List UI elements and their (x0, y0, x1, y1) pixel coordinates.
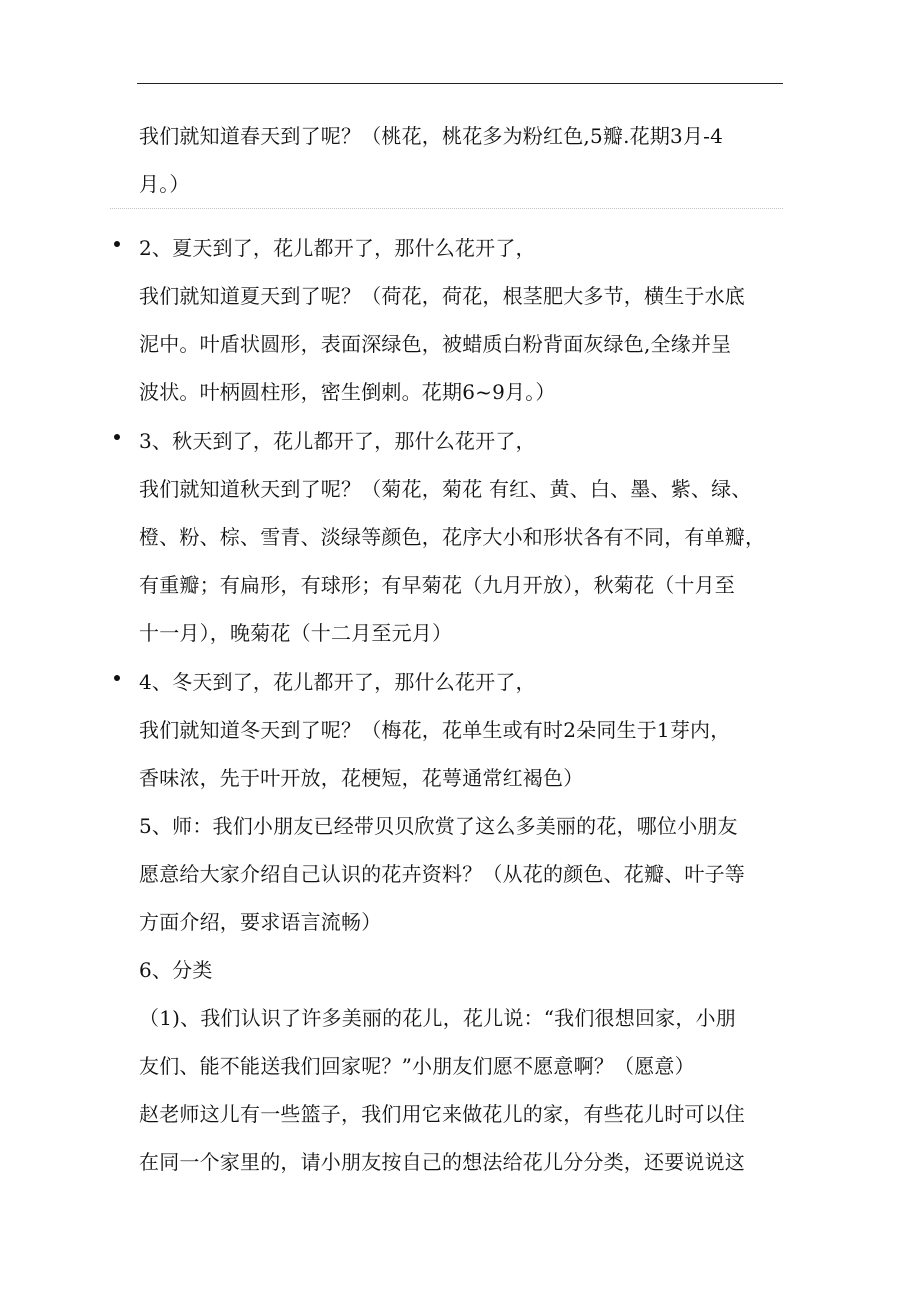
text-line-autumn-question: 3、秋天到了，花儿都开了，那什么花开了， (139, 429, 536, 453)
text-line-spring-answer: 我们就知道春天到了呢？（桃花，桃花多为粉红色,5瓣.花期3月-4 (139, 124, 724, 148)
text-line-autumn-answer-cont: 十一月），晚菊花（十二月至元月） (139, 621, 453, 645)
text-line-step-5: 5、师：我们小朋友已经带贝贝欣赏了这么多美丽的花，哪位小朋友 (139, 814, 738, 838)
text-line-step-6-1-cont: 在同一个家里的，请小朋友按自己的想法给花儿分分类，还要说说这 (139, 1150, 745, 1174)
text-line-summer-question: 2、夏天到了，花儿都开了，那什么花开了， (139, 236, 536, 260)
dotted-separator (110, 208, 783, 209)
bullet-point (114, 434, 120, 440)
text-line-step-5-cont: 愿意给大家介绍自己认识的花卉资料？（从花的颜色、花瓣、叶子等 (139, 862, 745, 886)
top-rule (137, 83, 783, 84)
text-line-autumn-answer-cont: 有重瓣；有扁形，有球形；有早菊花（九月开放），秋菊花（十月至 (139, 573, 735, 597)
text-line-winter-answer: 我们就知道冬天到了呢？（梅花，花单生或有时2朵同生于1芽内， (139, 718, 731, 742)
text-line-step-6-1-cont: 友们、能不能送我们回家呢？”小朋友们愿不愿意啊？（愿意） (139, 1054, 695, 1078)
text-line-summer-answer: 我们就知道夏天到了呢？（荷花，荷花，根茎肥大多节，横生于水底 (139, 284, 745, 308)
text-line-summer-answer-cont: 波状。叶柄圆柱形，密生倒刺。花期6~9月。） (139, 380, 556, 404)
text-line-step-5-cont: 方面介绍，要求语言流畅） (139, 910, 382, 934)
bullet-point (114, 241, 120, 247)
text-line-step-6-1: （1)、我们认识了许多美丽的花儿，花儿说：“我们很想回家，小朋 (139, 1006, 736, 1030)
text-line-winter-answer-cont: 香味浓，先于叶开放，花梗短，花萼通常红褐色） (139, 766, 584, 790)
text-line-autumn-answer-cont: 橙、粉、棕、雪青、淡绿等颜色，花序大小和形状各有不同，有单瓣， (139, 525, 766, 549)
text-line-summer-answer-cont: 泥中。叶盾状圆形，表面深绿色，被蜡质白粉背面灰绿色,全缘并呈 (139, 332, 732, 356)
text-line-winter-question: 4、冬天到了，花儿都开了，那什么花开了， (139, 670, 536, 694)
text-line-step-6-1-cont: 赵老师这儿有一些篮子，我们用它来做花儿的家，有些花儿时可以住 (139, 1102, 745, 1126)
text-line-step-6-heading: 6、分类 (139, 958, 213, 982)
bullet-point (114, 675, 120, 681)
text-line-autumn-answer: 我们就知道秋天到了呢？（菊花，菊花 有红、黄、白、墨、紫、绿、 (139, 477, 752, 501)
text-line-spring-answer-cont: 月。） (139, 172, 190, 196)
